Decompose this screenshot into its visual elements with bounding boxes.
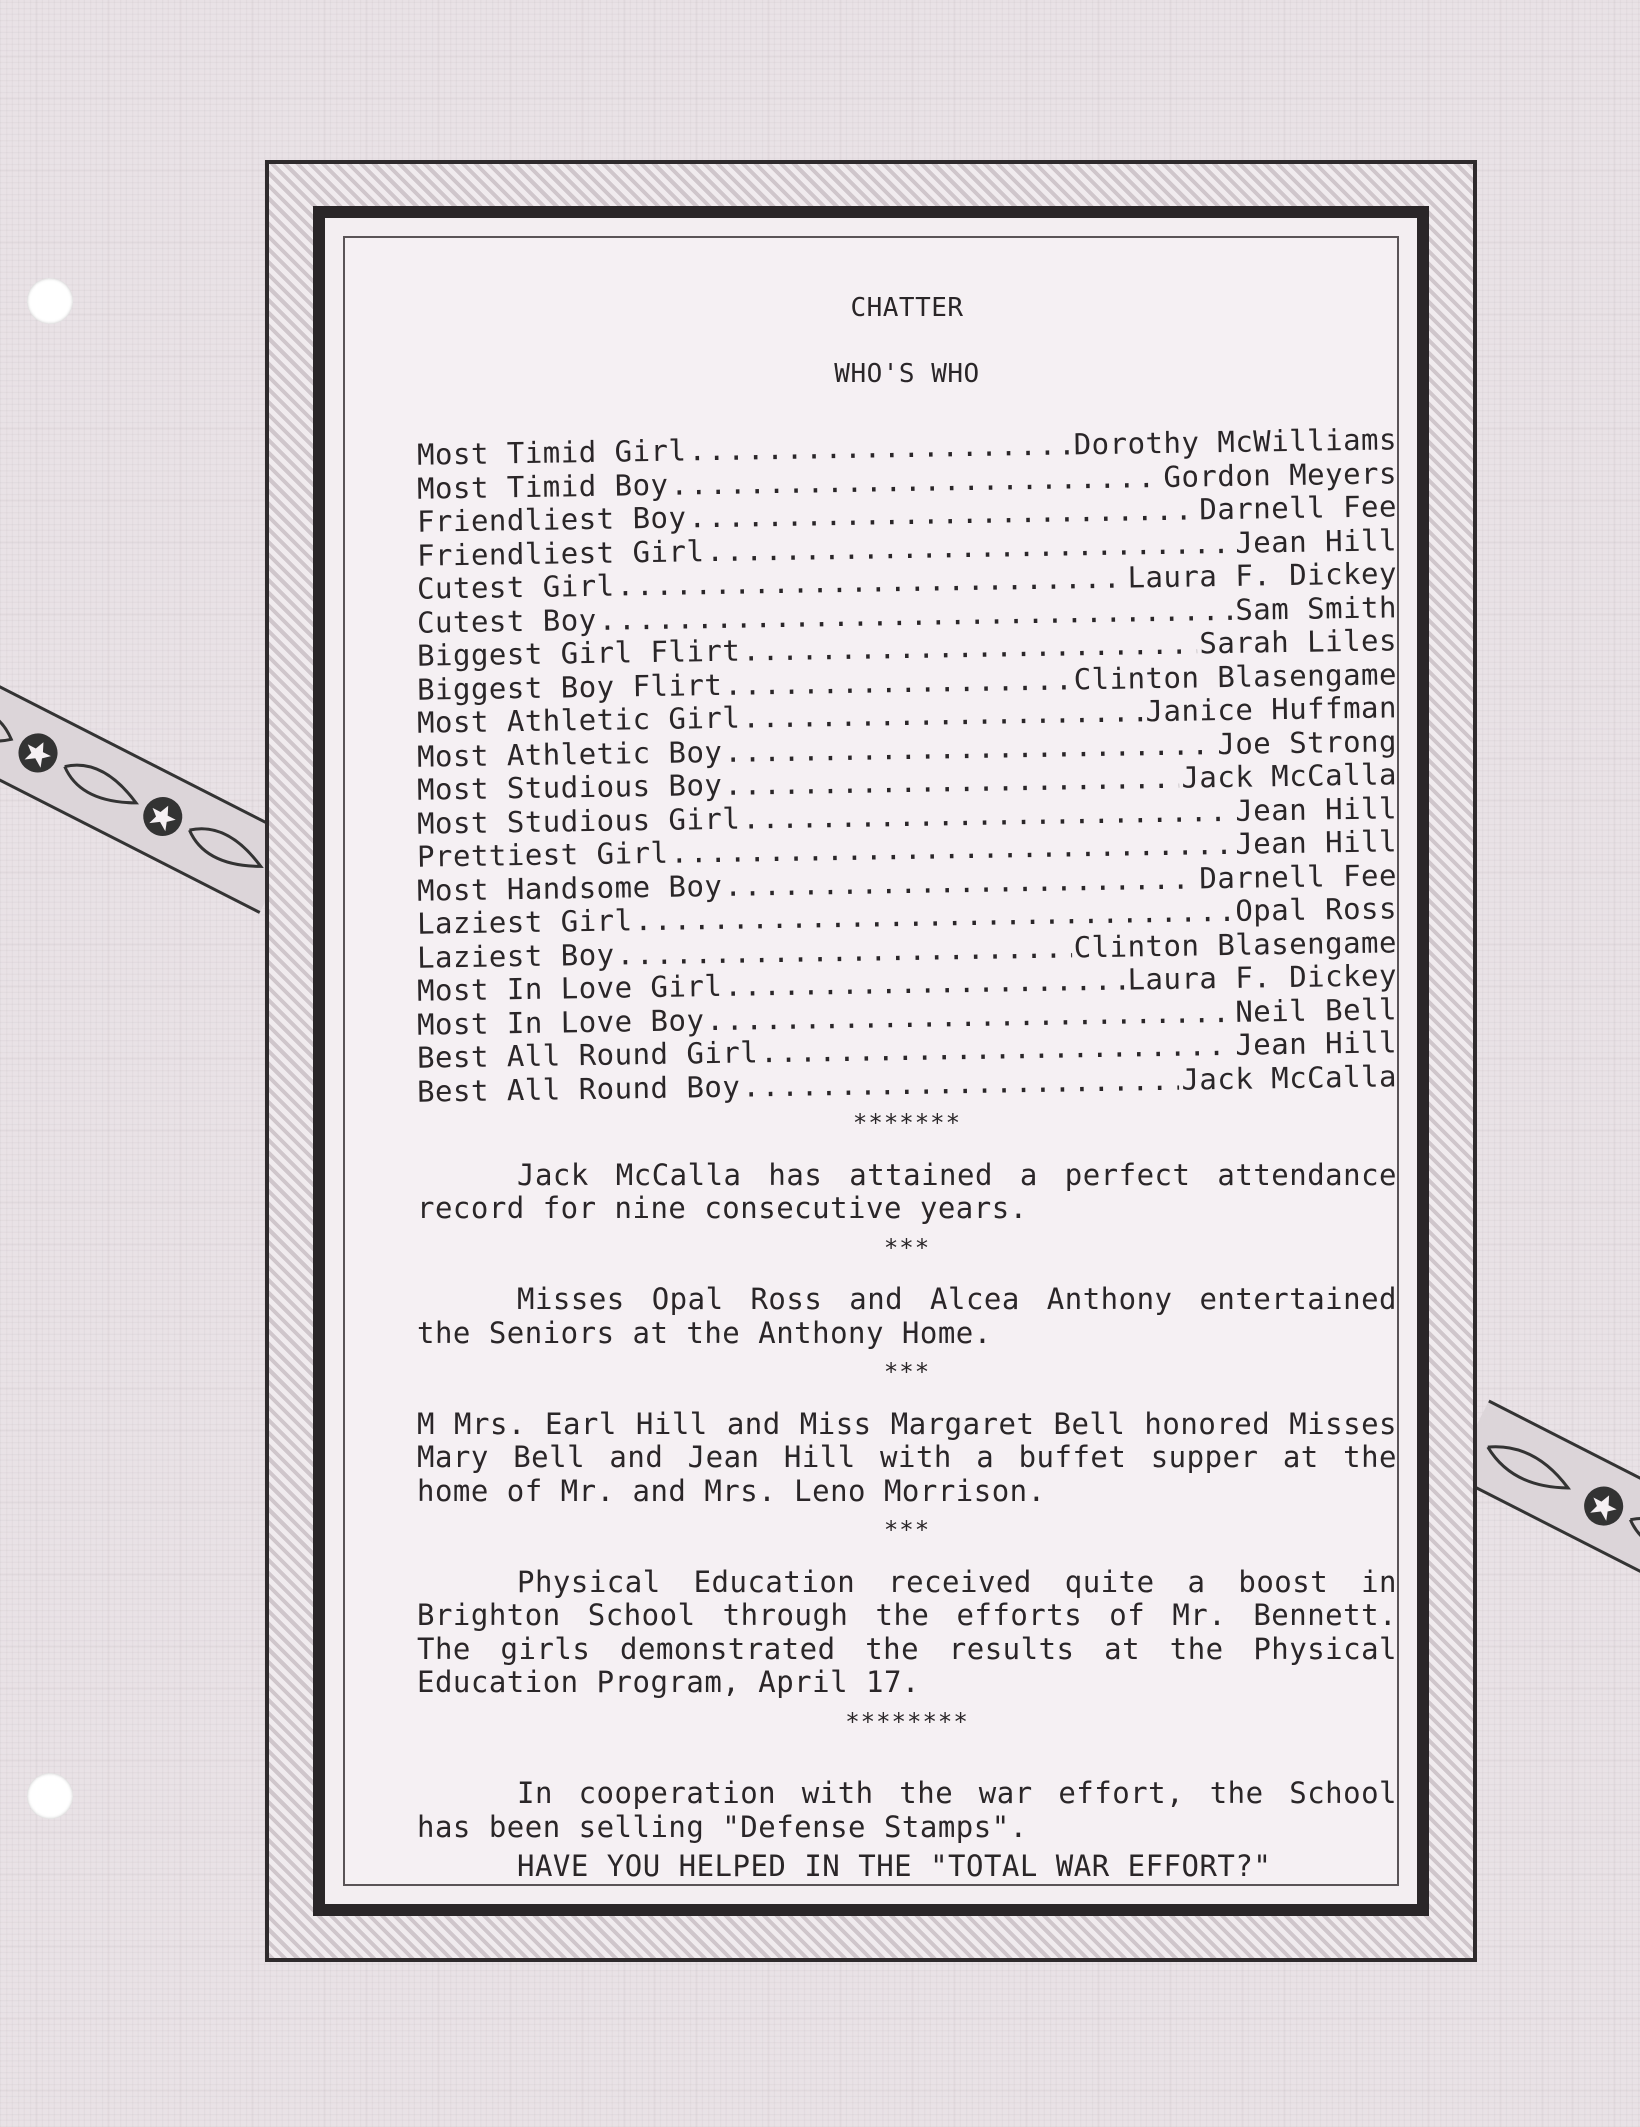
decorative-ribbon-right xyxy=(1450,1400,1640,1604)
laurel-star-ornament-icon xyxy=(1452,1402,1640,1600)
binder-hole-bottom xyxy=(27,1773,73,1819)
award-category: Biggest Girl Flirt xyxy=(416,633,741,673)
page-content xyxy=(417,292,1397,1913)
paragraph-physical-education: Physical Education received quite a boost in Brighton School through the efforts of Mr. Bennett. The girls demonstrated the results at the Physical Education Program, April 17. xyxy=(417,1564,1397,1699)
award-name: Jean Hill xyxy=(1235,522,1398,560)
award-name: Opal Ross xyxy=(1235,891,1398,928)
award-category: Best All Round Boy xyxy=(416,1069,741,1109)
award-category: Most In Love Girl xyxy=(416,968,723,1008)
award-name: Joe Strong xyxy=(1217,723,1398,761)
award-name: Clinton Blasengame xyxy=(1073,656,1398,696)
award-name: Jean Hill xyxy=(1235,824,1398,861)
ornamental-frame xyxy=(265,160,1477,1962)
awards-list xyxy=(416,422,1398,1109)
laurel-star-ornament-icon xyxy=(0,667,297,911)
paragraph-supper: M Mrs. Earl Hill and Miss Margaret Bell honored Misses Mary Bell and Jean Hill with a buffet supper at the home of Mr. and Mrs. Leno Morrison. xyxy=(417,1406,1397,1508)
award-name: Sarah Liles xyxy=(1199,623,1398,661)
separator-stars: *** xyxy=(883,1358,931,1386)
separator-stars: *** xyxy=(883,1516,931,1544)
war-effort-callout: HAVE YOU HELPED IN THE "TOTAL WAR EFFORT?" xyxy=(517,1849,1272,1883)
separator-stars: ******** xyxy=(845,1707,969,1736)
award-category: Friendliest Girl xyxy=(416,533,705,573)
award-category: Most In Love Boy xyxy=(416,1002,705,1042)
award-category: Biggest Boy Flirt xyxy=(416,667,723,707)
award-category: Friendliest Boy xyxy=(416,500,687,539)
award-name: Darnell Fee xyxy=(1199,857,1398,895)
binder-hole-top xyxy=(27,278,73,324)
award-category: Most Timid Girl xyxy=(416,433,687,472)
award-name: Jack McCalla xyxy=(1181,757,1398,795)
page-subtitle: WHO'S WHO xyxy=(834,358,980,389)
decorative-ribbon-left xyxy=(0,665,298,914)
award-category: Most Timid Boy xyxy=(416,467,669,506)
award-name: Neil Bell xyxy=(1235,991,1398,1029)
award-name: Dorothy McWilliams xyxy=(1073,422,1398,462)
award-category: Best All Round Girl xyxy=(416,1035,759,1075)
separator-stars: ******* xyxy=(852,1109,962,1137)
award-name: Gordon Meyers xyxy=(1163,455,1398,494)
award-name: Sam Smith xyxy=(1235,589,1398,627)
award-name: Laura F. Dickey xyxy=(1127,556,1398,595)
paragraph-war-effort: In cooperation with the war effort, the School has been selling "Defense Stamps". xyxy=(417,1776,1397,1844)
paragraph-attendance: Jack McCalla has attained a perfect attendance record for nine consecutive years. xyxy=(417,1157,1397,1225)
award-category: Most Handsome Boy xyxy=(416,868,723,908)
award-name: Darnell Fee xyxy=(1199,489,1398,527)
award-category: Cutest Girl xyxy=(416,568,615,606)
typed-page xyxy=(343,236,1399,1886)
frame-border xyxy=(313,206,1429,1916)
award-name: Jean Hill xyxy=(1235,1025,1398,1062)
award-category: Prettiest Girl xyxy=(416,835,669,874)
page-title: CHATTER xyxy=(850,293,964,323)
award-category: Most Athletic Boy xyxy=(416,734,723,774)
award-name: Laura F. Dickey xyxy=(1127,958,1398,997)
award-category: Most Athletic Girl xyxy=(416,700,741,740)
separator-stars: *** xyxy=(883,1233,931,1262)
award-category: Laziest Girl xyxy=(416,903,633,941)
award-name: Jean Hill xyxy=(1235,790,1398,828)
award-category: Laziest Boy xyxy=(416,937,615,975)
award-category: Most Studious Girl xyxy=(416,801,741,841)
paragraph-entertained: Misses Opal Ross and Alcea Anthony entertained the Seniors at the Anthony Home. xyxy=(417,1282,1397,1350)
award-name: Janice Huffman xyxy=(1145,690,1398,729)
award-category: Most Studious Boy xyxy=(416,767,723,807)
award-category: Cutest Boy xyxy=(416,602,597,640)
award-name: Jack McCalla xyxy=(1181,1058,1398,1097)
award-name: Clinton Blasengame xyxy=(1073,924,1398,964)
